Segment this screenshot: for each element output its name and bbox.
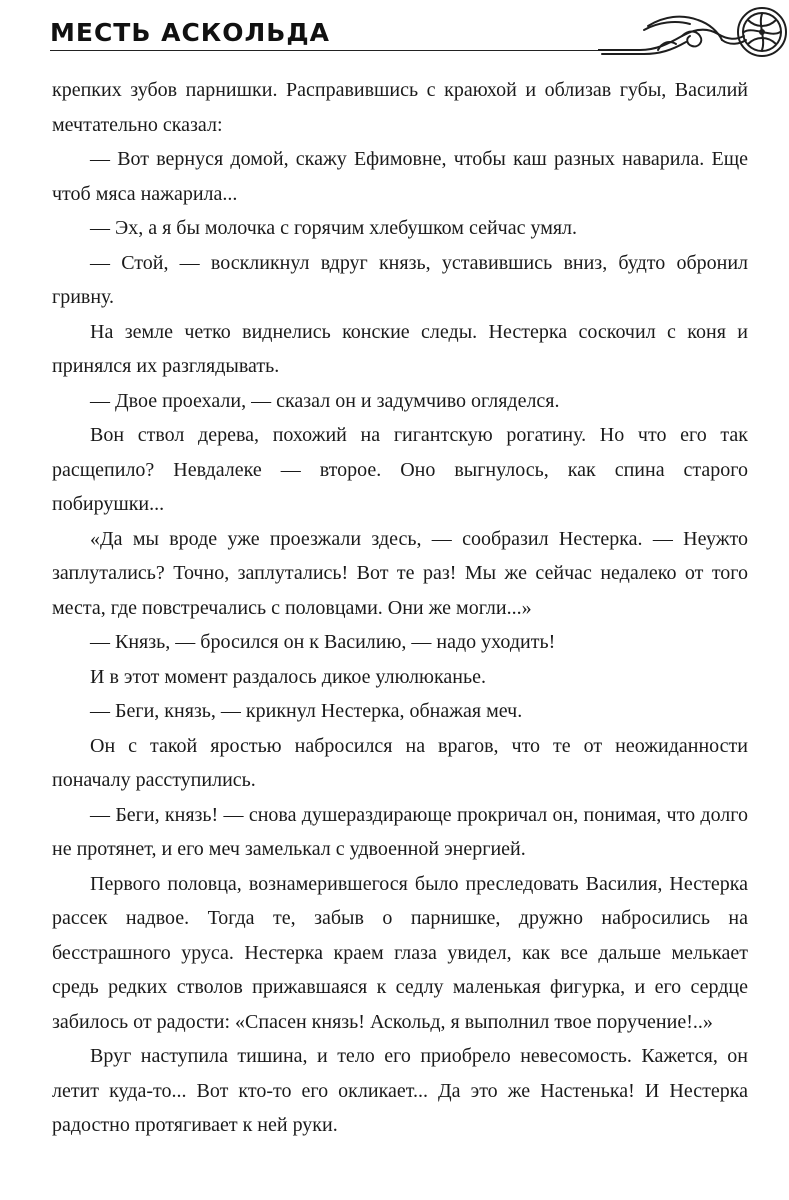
- paragraph: — Князь, — бросился он к Василию, — надо уходить!: [90, 631, 556, 653]
- paragraph: «Да мы вроде уже проезжали здесь, — сообразил Нестерка. — Неужто заплутались? Точно, заплутались! Вот те раз! Мы же сейчас недалеко от того места, где повстречались с половцами. Они же могли...»: [52, 527, 748, 619]
- paragraph: крепких зубов парнишки. Расправившись с краюхой и облизав губы, Василий мечтательно сказал:: [52, 79, 748, 136]
- paragraph: — Двое проехали, — сказал он и задумчиво огляделся.: [90, 389, 560, 412]
- header-rule: [50, 50, 602, 51]
- paragraph: Вон ствол дерева, похожий на гигантскую рогатину. Но что его так расщепило? Невдалеке — второе. Оно выгнулось, как спина старого побирушки...: [52, 424, 748, 515]
- body-text: [52, 73, 748, 1143]
- paragraph: — Вот вернуся домой, скажу Ефимовне, чтобы каш разных наварила. Еще чтоб мяса нажарила...: [52, 148, 748, 205]
- header-title: МЕСТЬ АСКОЛЬДА: [50, 18, 330, 47]
- running-header: [50, 12, 750, 52]
- paragraph: — Беги, князь! — снова душераздирающе прокричал он, понимая, что долго не протянет, и его меч замелькал с удвоенной энергией.: [52, 803, 748, 860]
- celtic-knot-ornament-icon: [598, 6, 789, 58]
- paragraph: На земле четко виднелись конские следы. Нестерка соскочил с коня и принялся их разглядывать.: [52, 320, 748, 377]
- paragraph: Вруг наступила тишина, и тело его приобрело невесомость. Кажется, он летит куда-то... Вот кто-то его окликает... Да это же Настенька! И Нестерка радостно протягивает к ней руки.: [52, 1045, 748, 1136]
- paragraph: — Эх, а я бы молочка с горячим хлебушком сейчас умял.: [90, 217, 578, 239]
- paragraph: И в этот момент раздалось дикое улюлюканье.: [90, 665, 486, 688]
- paragraph: — Беги, князь, — крикнул Нестерка, обнажая меч.: [90, 700, 523, 722]
- paragraph: Первого половца, вознамерившегося было преследовать Василия, Нестерка рассек надвое. Тогда те, забыв о парнишке, дружно набросились на бесстрашного уруса. Нестерка краем глаза увидел, как все дальше мелькает средь редких стволов прижавшаяся к седлу маленькая фигурка, и его сердце забилось от радости: «Спасен князь! Аскольд, я выполнил твое поручение!..»: [52, 872, 748, 1033]
- paragraph: — Стой, — воскликнул вдруг князь, уставившись вниз, будто обронил гривну.: [52, 251, 748, 308]
- paragraph: Он с такой яростью набросился на врагов, что те от неожиданности поначалу расступились.: [52, 734, 748, 791]
